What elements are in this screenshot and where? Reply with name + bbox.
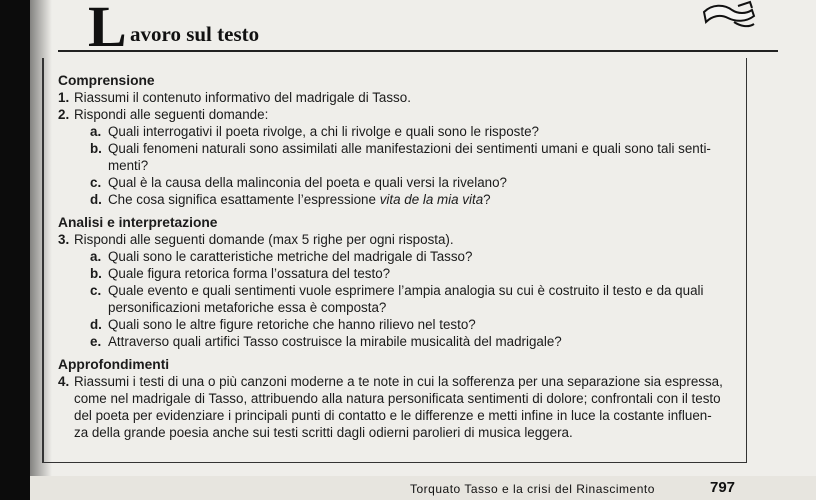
question-4 [58, 373, 748, 441]
sub-text-line: Quali fenomeni naturali sono assimilati alle manifestazioni dei sentimenti umani e quali sono tali senti- [108, 141, 711, 156]
question-text-line: come nel madrigale di Tasso, attribuendo alla natura personificata sentimenti di dolore; confrontali con il testo [74, 391, 721, 406]
sub-letter: d. [90, 317, 102, 332]
sub-text: Quale figura retorica forma l’ossatura del testo? [108, 266, 391, 281]
question-2c [90, 174, 748, 191]
sub-text: Attraverso quali artifici Tasso costruisce la mirabile musicalità del madrigale? [108, 334, 562, 349]
question-3d [90, 316, 748, 333]
running-head: Torquato Tasso e la crisi del Rinascimento [410, 482, 655, 496]
sub-text: Quali interrogativi il poeta rivolge, a chi li rivolge e quali sono le risposte? [108, 124, 539, 139]
sub-text-italic: vita de la mia vita [379, 192, 484, 207]
title-underline [58, 50, 778, 52]
question-1 [58, 89, 748, 106]
textbook-page [30, 0, 816, 500]
question-text: Riassumi il contenuto informativo del madrigale di Tasso. [74, 90, 411, 105]
question-number: 2. [58, 107, 70, 122]
question-text-line: del poeta per evidenziare i principali punti di contatto e le differenze e metti infine in luce la costante influen- [74, 408, 712, 423]
question-3e [90, 333, 748, 350]
section-title-analisi: Analisi e interpretazione [58, 215, 218, 230]
sub-text: Quali sono le caratteristiche metriche del madrigale di Tasso? [108, 249, 473, 264]
title-text: avoro sul testo [130, 22, 260, 46]
question-text: Rispondi alle seguenti domande: [74, 107, 269, 122]
question-3c [90, 282, 748, 316]
box-left-rule [42, 58, 44, 462]
question-3b [90, 265, 748, 282]
question-number: 4. [58, 374, 70, 389]
question-3a [90, 248, 748, 265]
exercise-box [42, 58, 747, 463]
exercise-content [58, 72, 748, 441]
question-text-line: za della grande poesia anche sui testi scritti dagli odierni parolieri di musica leggera. [74, 425, 573, 440]
sub-text-part: ? [483, 192, 491, 207]
section-title-comprensione: Comprensione [58, 73, 155, 88]
sub-letter: c. [90, 175, 102, 190]
sub-text-line: personificazioni metaforiche essa è composta? [108, 300, 387, 315]
sub-letter: b. [90, 141, 102, 156]
sub-text [108, 140, 748, 174]
sub-letter: b. [90, 266, 102, 281]
pen-hand-icon [698, 0, 758, 34]
question-text-line: Riassumi i testi di una o più canzoni moderne a te note in cui la sofferenza per una separazione sia espressa, [74, 374, 723, 389]
question-number: 1. [58, 90, 70, 105]
sub-letter: d. [90, 192, 102, 207]
title-drop-cap: L [88, 0, 127, 59]
question-2b [90, 140, 748, 174]
question-2a [90, 123, 748, 140]
sub-letter: c. [90, 283, 102, 298]
question-2 [58, 106, 748, 123]
sub-letter: e. [90, 334, 102, 349]
sub-text: Qual è la causa della malinconia del poeta e quali versi la rivelano? [108, 175, 507, 190]
question-3 [58, 231, 748, 248]
sub-text-line: menti? [108, 158, 149, 173]
question-text [74, 373, 748, 441]
page-title [58, 0, 798, 59]
question-text: Rispondi alle seguenti domande (max 5 righe per ogni risposta). [74, 232, 454, 247]
sub-text [108, 282, 748, 316]
question-number: 3. [58, 232, 70, 247]
sub-text-part: Che cosa significa esattamente l’espressione [108, 192, 380, 207]
page-number: 797 [710, 479, 736, 496]
sub-text: Quali sono le altre figure retoriche che hanno rilievo nel testo? [108, 317, 476, 332]
section-title-approfondimenti: Approfondimenti [58, 357, 170, 372]
sub-text-line: Quale evento e quali sentimenti vuole esprimere l’ampia analogia su cui è costruito il testo e da quali [108, 283, 704, 298]
sub-letter: a. [90, 249, 102, 264]
question-2d [90, 191, 748, 208]
sub-text [108, 191, 748, 208]
sub-letter: a. [90, 124, 102, 139]
